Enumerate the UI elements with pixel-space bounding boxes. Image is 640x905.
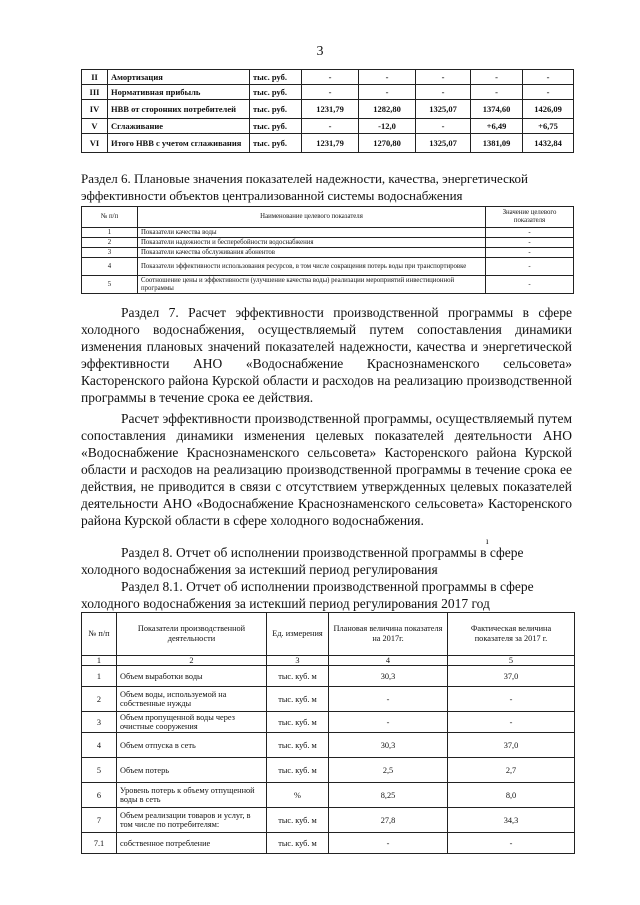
- table-row: [82, 119, 574, 134]
- row-value: -: [302, 119, 359, 134]
- row-unit: тыс. куб. м: [267, 833, 329, 854]
- stray-mark: ı: [486, 536, 489, 546]
- row-number: 4: [82, 733, 117, 758]
- column-index: 5: [448, 656, 575, 666]
- section-8-text: [81, 544, 572, 612]
- row-fact: 34,3: [448, 808, 575, 833]
- row-value: 1282,80: [359, 100, 416, 119]
- table-row: [82, 238, 574, 248]
- row-value: 1374,60: [471, 100, 523, 119]
- row-plan: 8,25: [329, 783, 448, 808]
- row-number: V: [82, 119, 108, 134]
- section-7-paragraph-2: Расчет эффективности производственной программы, осуществляемый путем сопоставления динамики изменения целевых показателей деятельности АНО «Водоснабжение Краснознаменского сельсовета» Касторенского района Курской области и расходов на реализацию производственной программы в течение срока ее действия, не приводится в связи с отсутствием утвержденных целевых показателей деятельности АНО «Водоснабжение Краснознаменского сельсовета» Касторенского района Курской области в сфере холодного водоснабжения.: [81, 411, 572, 528]
- section-8-1-heading: Раздел 8.1. Отчет об исполнении производственной программы в сфере холодного водоснабжения за истекший период регулирования 2017 год: [81, 579, 534, 611]
- execution-report-table: [81, 612, 575, 854]
- row-name: Объем выработки воды: [117, 666, 267, 687]
- row-name: НВВ от сторонних потребителей: [108, 100, 250, 119]
- column-index-row: [82, 656, 575, 666]
- row-unit: тыс. куб. м: [267, 666, 329, 687]
- row-unit: тыс. куб. м: [267, 712, 329, 733]
- row-fact: 8,0: [448, 783, 575, 808]
- row-name: Итого НВВ с учетом сглаживания: [108, 134, 250, 153]
- row-name: Показатели надежности и бесперебойности водоснабжения: [138, 238, 486, 248]
- row-name: Соотношение цены и эффективности (улучшение качества воды) реализации мероприятий инвестиционной программы: [138, 276, 486, 294]
- row-value: -: [416, 85, 471, 100]
- section-8-heading: Раздел 8. Отчет об исполнении производственной программы в сфере холодного водоснабжения за истекший период регулирования: [81, 545, 524, 577]
- row-value: 1426,09: [523, 100, 574, 119]
- column-header: № п/п: [82, 613, 117, 656]
- row-fact: 37,0: [448, 666, 575, 687]
- row-value: -: [471, 85, 523, 100]
- column-index: 2: [117, 656, 267, 666]
- row-name: Сглаживание: [108, 119, 250, 134]
- table-row: [82, 248, 574, 258]
- row-value: 1325,07: [416, 134, 471, 153]
- table-row: [82, 228, 574, 238]
- row-value: -: [471, 70, 523, 85]
- row-plan: -: [329, 687, 448, 712]
- row-value: -: [359, 70, 416, 85]
- table-row: [82, 666, 575, 687]
- row-plan: 30,3: [329, 733, 448, 758]
- row-value: +6,49: [471, 119, 523, 134]
- row-number: 4: [82, 258, 138, 276]
- row-value: -: [486, 248, 574, 258]
- row-value: -: [486, 228, 574, 238]
- row-unit: тыс. руб.: [250, 85, 302, 100]
- row-value: +6,75: [523, 119, 574, 134]
- row-number: 2: [82, 687, 117, 712]
- column-index: 4: [329, 656, 448, 666]
- row-value: -: [416, 70, 471, 85]
- column-header: Наименование целевого показателя: [138, 207, 486, 228]
- table-row: [82, 85, 574, 100]
- table-row: [82, 687, 575, 712]
- row-value: 1270,80: [359, 134, 416, 153]
- column-index: 1: [82, 656, 117, 666]
- table-header-row: [82, 207, 574, 228]
- row-value: -: [523, 70, 574, 85]
- column-header: Фактическая величина показателя за 2017 г.: [448, 613, 575, 656]
- row-number: 2: [82, 238, 138, 248]
- row-fact: -: [448, 833, 575, 854]
- row-value: -: [359, 85, 416, 100]
- row-number: III: [82, 85, 108, 100]
- table-row: [82, 733, 575, 758]
- row-number: 1: [82, 666, 117, 687]
- row-fact: -: [448, 712, 575, 733]
- row-unit: %: [267, 783, 329, 808]
- row-number: 7.1: [82, 833, 117, 854]
- row-plan: 2,5: [329, 758, 448, 783]
- row-unit: тыс. куб. м: [267, 808, 329, 833]
- row-number: 3: [82, 248, 138, 258]
- table-row: [82, 100, 574, 119]
- row-number: II: [82, 70, 108, 85]
- table-row: [82, 258, 574, 276]
- row-value: -: [486, 238, 574, 248]
- page-number: 3: [316, 44, 324, 59]
- table-row: [82, 70, 574, 85]
- row-name: Объем пропущенной воды через очистные сооружения: [117, 712, 267, 733]
- table-row: [82, 783, 575, 808]
- row-value: -: [302, 70, 359, 85]
- table-row: [82, 758, 575, 783]
- target-indicators-table: [81, 206, 574, 294]
- row-number: VI: [82, 134, 108, 153]
- row-name: Нормативная прибыль: [108, 85, 250, 100]
- row-name: Показатели качества воды: [138, 228, 486, 238]
- row-plan: 30,3: [329, 666, 448, 687]
- row-unit: тыс. куб. м: [267, 758, 329, 783]
- section-7-text: [81, 304, 572, 529]
- row-unit: тыс. руб.: [250, 119, 302, 134]
- row-value: 1231,79: [302, 134, 359, 153]
- row-value: -: [523, 85, 574, 100]
- table-header-row: [82, 613, 575, 656]
- row-number: 6: [82, 783, 117, 808]
- row-value: 1231,79: [302, 100, 359, 119]
- row-value: 1325,07: [416, 100, 471, 119]
- row-name: Объем отпуска в сеть: [117, 733, 267, 758]
- row-unit: тыс. куб. м: [267, 733, 329, 758]
- row-plan: -: [329, 712, 448, 733]
- row-plan: -: [329, 833, 448, 854]
- column-header: Плановая величина показателя на 2017г.: [329, 613, 448, 656]
- row-name: Амортизация: [108, 70, 250, 85]
- row-value: -: [416, 119, 471, 134]
- row-name: Уровень потерь к объему отпущенной воды в сеть: [117, 783, 267, 808]
- row-name: собственное потребление: [117, 833, 267, 854]
- financial-table: [81, 69, 574, 153]
- row-number: 7: [82, 808, 117, 833]
- section-7-paragraph-1: Раздел 7. Расчет эффективности производственной программы в сфере холодного водоснабжения, осуществляемый путем сопоставления динамики изменения плановых значений показателей надежности, качества и энергетической эффективности АНО «Водоснабжение Краснознаменского сельсовета» Касторенского района Курской области и расходов на реализацию производственной программы в течение срока ее действия.: [81, 305, 572, 405]
- column-header: Значение целевого показателя: [486, 207, 574, 228]
- table-row: [82, 808, 575, 833]
- row-value: 1381,09: [471, 134, 523, 153]
- row-value: -: [302, 85, 359, 100]
- row-fact: -: [448, 687, 575, 712]
- row-unit: тыс. куб. м: [267, 687, 329, 712]
- row-name: Показатели эффективности использования ресурсов, в том числе сокращения потерь воды при транспортировке: [138, 258, 486, 276]
- row-value: -: [486, 258, 574, 276]
- row-number: 3: [82, 712, 117, 733]
- row-number: IV: [82, 100, 108, 119]
- row-name: Объем воды, используемой на собственные нужды: [117, 687, 267, 712]
- row-unit: тыс. руб.: [250, 70, 302, 85]
- row-plan: 27,8: [329, 808, 448, 833]
- row-unit: тыс. руб.: [250, 100, 302, 119]
- column-header: Показатели производственной деятельности: [117, 613, 267, 656]
- column-index: 3: [267, 656, 329, 666]
- row-number: 5: [82, 276, 138, 294]
- table-row: [82, 833, 575, 854]
- row-fact: 37,0: [448, 733, 575, 758]
- row-name: Объем реализации товаров и услуг, в том числе по потребителям:: [117, 808, 267, 833]
- row-unit: тыс. руб.: [250, 134, 302, 153]
- row-value: -: [486, 276, 574, 294]
- column-header: № п/п: [82, 207, 138, 228]
- column-header: Ед. измерения: [267, 613, 329, 656]
- row-number: 1: [82, 228, 138, 238]
- row-value: 1432,84: [523, 134, 574, 153]
- table-row: [82, 712, 575, 733]
- row-number: 5: [82, 758, 117, 783]
- section-6-heading: Раздел 6. Плановые значения показателей надежности, качества, энергетической эффективности объектов централизованной системы водоснабжения: [81, 171, 529, 203]
- row-value: -12,0: [359, 119, 416, 134]
- row-fact: 2,7: [448, 758, 575, 783]
- row-name: Показатели качества обслуживания абонентов: [138, 248, 486, 258]
- table-row: [82, 276, 574, 294]
- row-name: Объем потерь: [117, 758, 267, 783]
- table-row: [82, 134, 574, 153]
